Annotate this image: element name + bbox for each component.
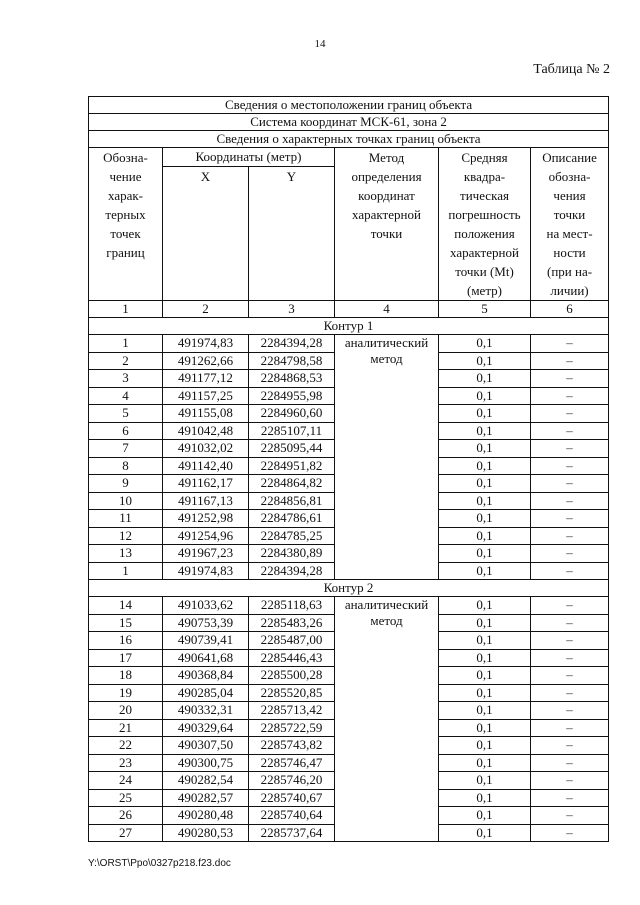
point-description: –	[531, 510, 609, 528]
error-value: 0,1	[439, 335, 531, 353]
coord-y: 2285500,28	[249, 667, 335, 685]
point-description: –	[531, 649, 609, 667]
coord-y: 2284856,81	[249, 492, 335, 510]
point-description: –	[531, 352, 609, 370]
coord-y: 2284380,89	[249, 545, 335, 563]
error-value: 0,1	[439, 754, 531, 772]
col-designation: Обозна- чение харак- терных точек границ	[89, 148, 163, 301]
point-description: –	[531, 667, 609, 685]
coord-y: 2285746,47	[249, 754, 335, 772]
col-number: 5	[439, 301, 531, 318]
coord-x: 491177,12	[163, 370, 249, 388]
point-description: –	[531, 824, 609, 842]
point-description: –	[531, 335, 609, 353]
point-number: 26	[89, 807, 163, 825]
coord-x: 490282,57	[163, 789, 249, 807]
point-description: –	[531, 684, 609, 702]
header-row-3	[89, 131, 609, 148]
point-description: –	[531, 527, 609, 545]
point-number: 2	[89, 352, 163, 370]
header-row-1	[89, 97, 609, 114]
point-number: 18	[89, 667, 163, 685]
col-number: 1	[89, 301, 163, 318]
point-number: 14	[89, 597, 163, 615]
coord-x: 490285,04	[163, 684, 249, 702]
coord-x: 490307,50	[163, 737, 249, 755]
error-value: 0,1	[439, 667, 531, 685]
col-coordinates: Координаты (метр)	[163, 148, 335, 167]
col-error: Средняя квадра- тическая погрешность положения характерной точки (Mt) (метр)	[439, 148, 531, 301]
coordinates-table	[88, 96, 609, 842]
coord-x: 490739,41	[163, 632, 249, 650]
point-number: 25	[89, 789, 163, 807]
error-value: 0,1	[439, 614, 531, 632]
error-value: 0,1	[439, 387, 531, 405]
point-description: –	[531, 807, 609, 825]
point-description: –	[531, 475, 609, 493]
coord-x: 491162,17	[163, 475, 249, 493]
coord-y: 2284951,82	[249, 457, 335, 475]
coord-x: 491974,83	[163, 335, 249, 353]
point-description: –	[531, 702, 609, 720]
col-x: X	[163, 167, 249, 301]
coord-y: 2284955,98	[249, 387, 335, 405]
point-number: 15	[89, 614, 163, 632]
col-number: 6	[531, 301, 609, 318]
header-coord-system: Система координат МСК-61, зона 2	[89, 114, 609, 131]
coord-y: 2284785,25	[249, 527, 335, 545]
contour-title: Контур 2	[89, 580, 609, 597]
point-number: 11	[89, 510, 163, 528]
point-number: 13	[89, 545, 163, 563]
error-value: 0,1	[439, 562, 531, 580]
coord-y: 2285740,67	[249, 789, 335, 807]
contour-header-row	[89, 580, 609, 597]
coord-y: 2285713,42	[249, 702, 335, 720]
coord-y: 2285737,64	[249, 824, 335, 842]
coord-x: 491142,40	[163, 457, 249, 475]
point-number: 6	[89, 422, 163, 440]
coord-x: 490329,64	[163, 719, 249, 737]
error-value: 0,1	[439, 807, 531, 825]
error-value: 0,1	[439, 475, 531, 493]
error-value: 0,1	[439, 545, 531, 563]
error-value: 0,1	[439, 370, 531, 388]
col-number: 2	[163, 301, 249, 318]
coord-x: 491967,23	[163, 545, 249, 563]
point-number: 7	[89, 440, 163, 458]
method-cell: аналитический метод	[335, 335, 439, 580]
point-description: –	[531, 719, 609, 737]
coord-y: 2285446,43	[249, 649, 335, 667]
contour-header-row	[89, 318, 609, 335]
coord-x: 491033,62	[163, 597, 249, 615]
col-method: Метод определения координат характерной точки	[335, 148, 439, 301]
error-value: 0,1	[439, 632, 531, 650]
coord-y: 2284394,28	[249, 562, 335, 580]
coord-y: 2285746,20	[249, 772, 335, 790]
coord-x: 490280,48	[163, 807, 249, 825]
error-value: 0,1	[439, 789, 531, 807]
header-points: Сведения о характерных точках границ объекта	[89, 131, 609, 148]
coord-x: 490280,53	[163, 824, 249, 842]
point-number: 23	[89, 754, 163, 772]
error-value: 0,1	[439, 597, 531, 615]
col-y: Y	[249, 167, 335, 301]
coord-y: 2284864,82	[249, 475, 335, 493]
point-number: 1	[89, 562, 163, 580]
contour-title: Контур 1	[89, 318, 609, 335]
coord-x: 490641,68	[163, 649, 249, 667]
table-title: Таблица № 2	[533, 62, 610, 77]
coord-y: 2285740,64	[249, 807, 335, 825]
coord-x: 490753,39	[163, 614, 249, 632]
coord-x: 491262,66	[163, 352, 249, 370]
page-number: 14	[314, 38, 326, 50]
coord-y: 2284868,53	[249, 370, 335, 388]
error-value: 0,1	[439, 492, 531, 510]
coord-x: 491032,02	[163, 440, 249, 458]
point-number: 10	[89, 492, 163, 510]
error-value: 0,1	[439, 719, 531, 737]
point-description: –	[531, 370, 609, 388]
error-value: 0,1	[439, 422, 531, 440]
method-cell: аналитический метод	[335, 597, 439, 842]
coord-x: 491042,48	[163, 422, 249, 440]
coord-x: 490300,75	[163, 754, 249, 772]
point-number: 22	[89, 737, 163, 755]
point-number: 20	[89, 702, 163, 720]
file-path-footer: Y:\ORST\Ppo\0327p218.f23.doc	[88, 858, 231, 869]
coord-y: 2285743,82	[249, 737, 335, 755]
coord-y: 2284786,61	[249, 510, 335, 528]
coord-x: 490368,84	[163, 667, 249, 685]
coord-x: 490282,54	[163, 772, 249, 790]
point-number: 3	[89, 370, 163, 388]
point-description: –	[531, 492, 609, 510]
coord-y: 2285107,11	[249, 422, 335, 440]
point-number: 9	[89, 475, 163, 493]
coord-y: 2285095,44	[249, 440, 335, 458]
point-number: 27	[89, 824, 163, 842]
col-description: Описание обозна- чения точки на мест- ности (при на- личии)	[531, 148, 609, 301]
error-value: 0,1	[439, 457, 531, 475]
point-description: –	[531, 772, 609, 790]
error-value: 0,1	[439, 772, 531, 790]
error-value: 0,1	[439, 405, 531, 423]
point-description: –	[531, 614, 609, 632]
coord-x: 491974,83	[163, 562, 249, 580]
coord-y: 2285483,26	[249, 614, 335, 632]
error-value: 0,1	[439, 352, 531, 370]
error-value: 0,1	[439, 649, 531, 667]
point-description: –	[531, 387, 609, 405]
column-numbers-row	[89, 301, 609, 318]
table-row	[89, 597, 609, 615]
coord-y: 2285520,85	[249, 684, 335, 702]
error-value: 0,1	[439, 684, 531, 702]
coord-x: 491252,98	[163, 510, 249, 528]
point-number: 21	[89, 719, 163, 737]
point-description: –	[531, 597, 609, 615]
point-description: –	[531, 789, 609, 807]
point-number: 16	[89, 632, 163, 650]
point-description: –	[531, 457, 609, 475]
error-value: 0,1	[439, 702, 531, 720]
point-description: –	[531, 754, 609, 772]
point-number: 24	[89, 772, 163, 790]
coord-y: 2285487,00	[249, 632, 335, 650]
error-value: 0,1	[439, 440, 531, 458]
coord-y: 2284798,58	[249, 352, 335, 370]
point-number: 5	[89, 405, 163, 423]
header-location: Сведения о местоположении границ объекта	[89, 97, 609, 114]
col-number: 3	[249, 301, 335, 318]
point-description: –	[531, 405, 609, 423]
coord-y: 2285722,59	[249, 719, 335, 737]
point-number: 17	[89, 649, 163, 667]
coord-y: 2285118,63	[249, 597, 335, 615]
error-value: 0,1	[439, 737, 531, 755]
table-row	[89, 335, 609, 353]
col-number: 4	[335, 301, 439, 318]
error-value: 0,1	[439, 824, 531, 842]
error-value: 0,1	[439, 510, 531, 528]
coord-x: 491157,25	[163, 387, 249, 405]
point-description: –	[531, 562, 609, 580]
coord-x: 491254,96	[163, 527, 249, 545]
point-description: –	[531, 737, 609, 755]
point-description: –	[531, 632, 609, 650]
point-description: –	[531, 545, 609, 563]
point-description: –	[531, 440, 609, 458]
point-number: 8	[89, 457, 163, 475]
header-columns-row	[89, 148, 609, 167]
point-description: –	[531, 422, 609, 440]
error-value: 0,1	[439, 527, 531, 545]
coord-x: 491155,08	[163, 405, 249, 423]
point-number: 4	[89, 387, 163, 405]
coord-y: 2284394,28	[249, 335, 335, 353]
coord-x: 490332,31	[163, 702, 249, 720]
point-number: 19	[89, 684, 163, 702]
coord-x: 491167,13	[163, 492, 249, 510]
point-number: 1	[89, 335, 163, 353]
coord-y: 2284960,60	[249, 405, 335, 423]
header-row-2	[89, 114, 609, 131]
point-number: 12	[89, 527, 163, 545]
